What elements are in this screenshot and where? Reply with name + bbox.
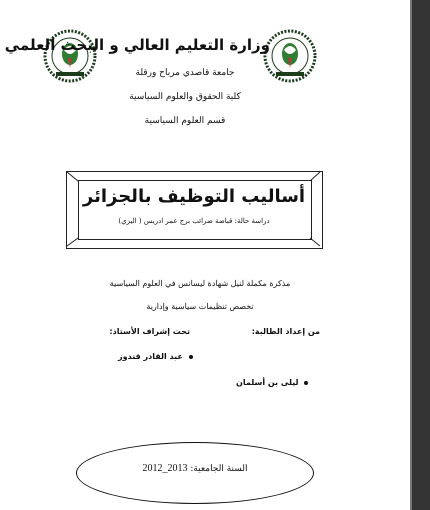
viewer-background bbox=[412, 0, 430, 510]
bullet-icon bbox=[304, 381, 308, 385]
case-study-subtitle: دراسة حالة: قباضة ضرائب برج عمر ادريس ( اليزي) bbox=[118, 217, 270, 225]
academic-year-value: 2013_2012 bbox=[142, 463, 188, 474]
specialty-line: تخصص تنظيمات سياسية وإدارية bbox=[146, 302, 254, 311]
bullet-icon bbox=[189, 355, 193, 359]
academic-year bbox=[95, 463, 295, 474]
thesis-title: أساليب التوظيف بالجزائر bbox=[82, 186, 306, 207]
memo-description: مذكرة مكملة لنيل شهادة ليسانس في العلوم السياسية bbox=[109, 279, 291, 288]
university-name: جامعة قاصدي مرباح ورقلة bbox=[135, 68, 235, 78]
student-name-item bbox=[236, 378, 308, 387]
academic-year-label: السنة الجامعية: bbox=[190, 464, 248, 474]
supervisor-name-item bbox=[118, 352, 193, 361]
prepared-by-label: من إعداد الطالبة: bbox=[251, 327, 320, 336]
supervised-by-label: تحت إشراف الأستاذ: bbox=[109, 327, 190, 336]
ministry-heading: وزارة التعليم العالي و البحث العلمي bbox=[4, 36, 270, 54]
supervisor-name: عبد القادر قندوز bbox=[118, 352, 183, 361]
faculty-name: كلية الحقوق والعلوم السياسية bbox=[129, 92, 241, 102]
student-name: ليلى بن أسلمان bbox=[236, 378, 299, 387]
department-name: قسم العلوم السياسية bbox=[144, 116, 226, 126]
